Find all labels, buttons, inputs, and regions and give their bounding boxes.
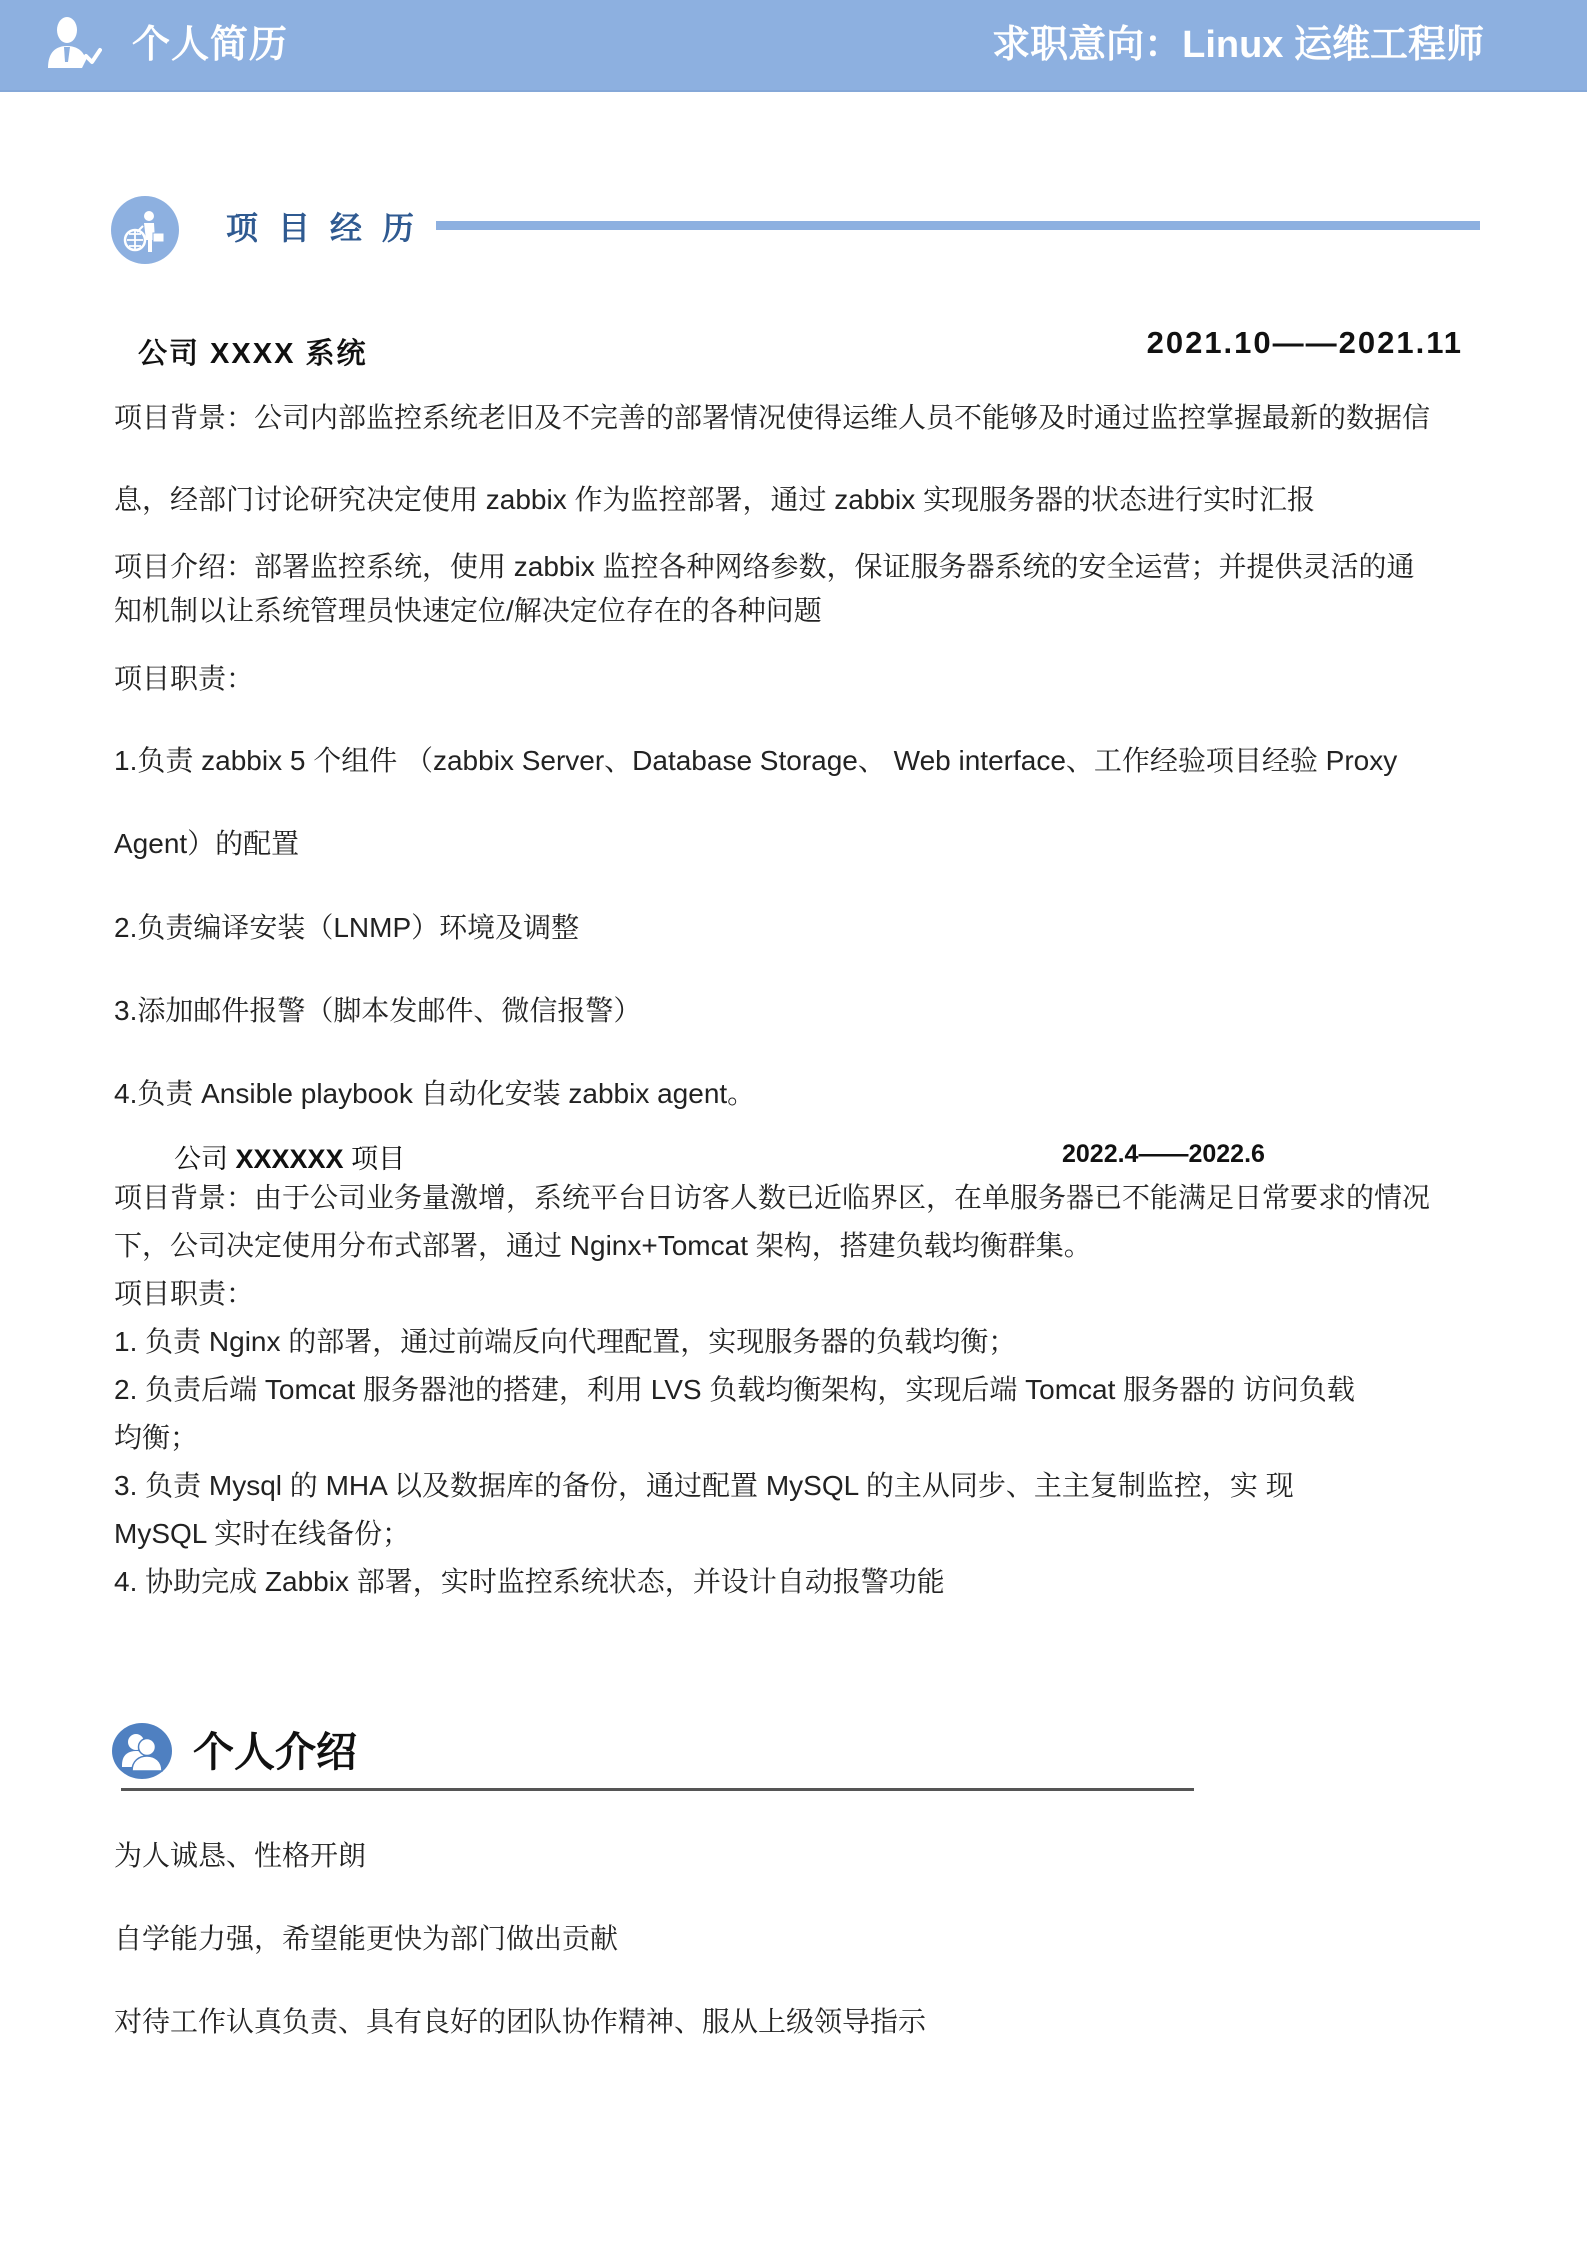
project-name: 公司 XXXX 系统: [138, 338, 368, 370]
section-divider: [121, 1788, 1194, 1791]
project-text-line: 1. 负责 Nginx 的部署，通过前端反向代理配置，实现服务器的负载均衡；: [114, 1326, 1017, 1357]
project-text-line: 知机制以让系统管理员快速定位/解决定位存在的各种问题: [114, 595, 822, 626]
project-text-line: 项目背景：由于公司业务量激增，系统平台日访客人数已近临界区，在单服务器已不能满足日常要求的情况: [114, 1182, 1431, 1213]
project-text-line: 项目介绍：部署监控系统，使用 zabbix 监控各种网络参数，保证服务器系统的安全运营；并提供灵活的通: [114, 551, 1415, 582]
project-name-suffix: 项目: [343, 1144, 406, 1174]
project-text-line: 息，经部门讨论研究决定使用 zabbix 作为监控部署，通过 zabbix 实现服务器的状态进行实时汇报: [114, 484, 1315, 515]
project-text-line: 3. 负责 Mysql 的 MHA 以及数据库的备份，通过配置 MySQL 的主从同步、主主复制监控，实 现: [114, 1470, 1294, 1501]
job-objective: 求职意向：Linux 运维工程师: [992, 24, 1484, 66]
project-text-line: 4.负责 Ansible playbook 自动化安装 zabbix agent。: [114, 1078, 756, 1109]
project-text-line: 下，公司决定使用分布式部署，通过 Nginx+Tomcat 架构，搭建负载均衡群集。: [114, 1230, 1092, 1261]
project-text-line: Agent）的配置: [114, 828, 300, 859]
project-date: 2022.4——2022.6: [1062, 1140, 1265, 1168]
project-name-code: XXXXXX: [235, 1144, 344, 1174]
project-text-line: 2. 负责后端 Tomcat 服务器池的搭建，利用 LVS 负载均衡架构，实现后端 Tomcat 服务器的 访问负载: [114, 1374, 1355, 1405]
intro-text-line: 自学能力强，希望能更快为部门做出贡献: [114, 1923, 619, 1954]
project-responsibilities-label: 项目职责：: [114, 1278, 255, 1309]
project-text-line: 4. 协助完成 Zabbix 部署，实时监控系统状态，并设计自动报警功能: [114, 1566, 945, 1597]
resume-person-icon: [44, 16, 102, 72]
user-group-icon: [112, 1723, 172, 1779]
project-text-line: 均衡；: [114, 1422, 199, 1453]
project-name: [174, 1137, 405, 1176]
resume-title: 个人简历: [132, 24, 289, 66]
project-text-line: 项目背景：公司内部监控系统老旧及不完善的部署情况使得运维人员不能够及时通过监控掌握最新的数据信: [114, 402, 1431, 433]
project-responsibilities-label: 项目职责：: [114, 663, 255, 694]
business-person-globe-icon: [111, 196, 179, 264]
project-name-prefix: 公司: [174, 1144, 236, 1174]
project-date: 2021.10——2021.11: [1146, 325, 1463, 360]
intro-text-line: 为人诚恳、性格开朗: [114, 1840, 367, 1871]
section-title-projects: 项目经历: [226, 210, 435, 246]
project-text-line: 1.负责 zabbix 5 个组件 （zabbix Server、Database Storage、 Web interface、工作经验项目经验 Proxy: [114, 745, 1398, 776]
intro-text-line: 对待工作认真负责、具有良好的团队协作精神、服从上级领导指示: [114, 2006, 927, 2037]
project-text-line: 3.添加邮件报警（脚本发邮件、微信报警）: [114, 995, 642, 1026]
project-text-line: MySQL 实时在线备份；: [114, 1518, 411, 1549]
section-divider: [436, 221, 1480, 230]
project-text-line: 2.负责编译安装（LNMP）环境及调整: [114, 912, 580, 943]
header-banner: [0, 0, 1587, 92]
section-title-intro: 个人介绍: [193, 1729, 357, 1775]
